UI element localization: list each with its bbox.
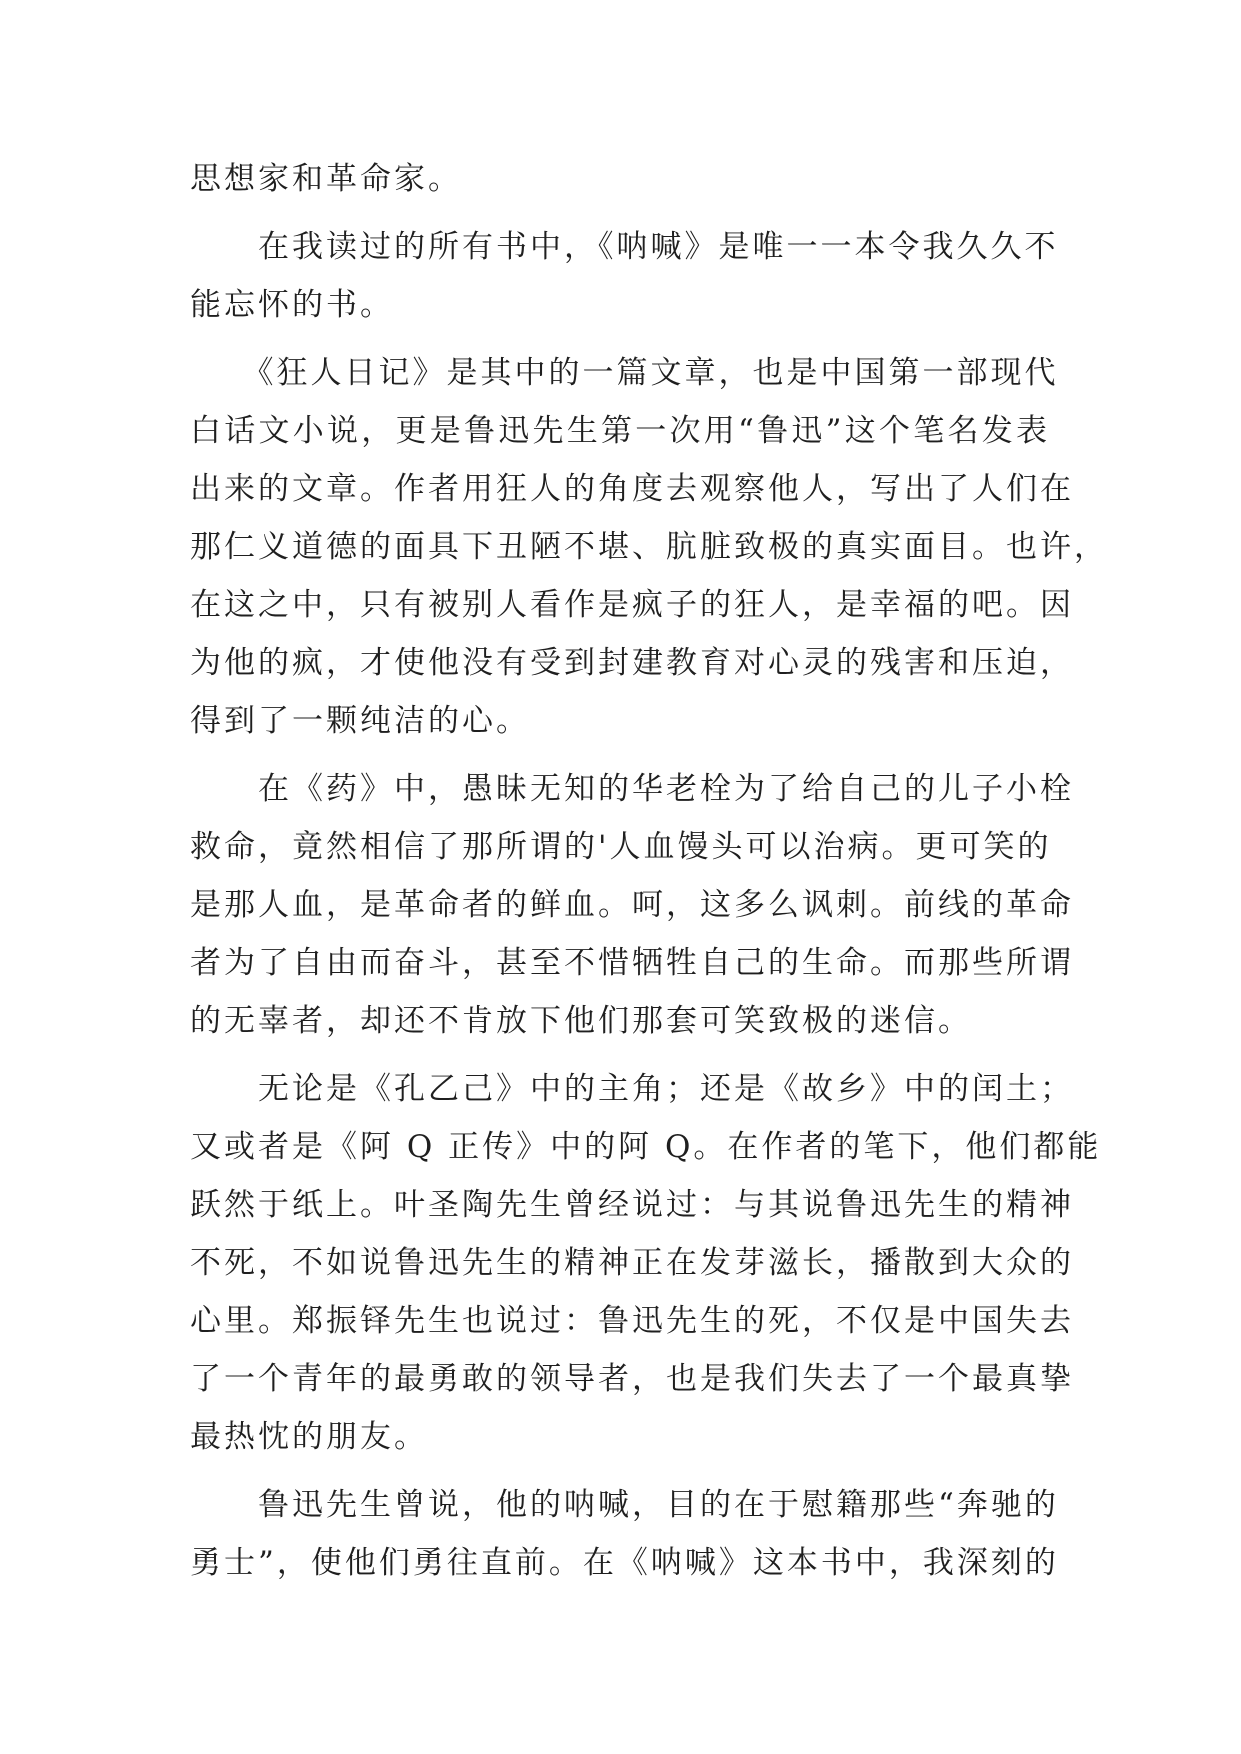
- text-line: 又或者是《阿 Q 正传》中的阿 Q。在作者的笔下，他们都能: [190, 1129, 1102, 1165]
- text-line: 的无辜者，却还不肯放下他们那套可笑致极的迷信。: [190, 1003, 972, 1039]
- text-line: 在我读过的所有书中，《呐喊》是唯一一本令我久久不: [190, 229, 1059, 265]
- paragraph-3: [190, 344, 1108, 750]
- document-body: [190, 150, 1108, 1592]
- paragraph-6: [190, 1476, 1059, 1592]
- text-line: 白话文小说，更是鲁迅先生第一次用“鲁迅”这个笔名发表: [190, 413, 1050, 449]
- text-line: 是那人血，是革命者的鲜血。呵，这多么讽刺。前线的革命: [190, 887, 1074, 923]
- text-line: 得到了一颗纯洁的心。: [190, 703, 530, 739]
- text-line: 在《药》中，愚昧无知的华老栓为了给自己的儿子小栓: [190, 771, 1074, 807]
- paragraph-gap: [190, 334, 1050, 344]
- text-line: 跃然于纸上。叶圣陶先生曾经说过：与其说鲁迅先生的精神: [190, 1187, 1074, 1223]
- paragraph-gap: [190, 208, 1050, 218]
- text-line: 心里。郑振铎先生也说过：鲁迅先生的死，不仅是中国失去: [190, 1303, 1074, 1339]
- text-line: 者为了自由而奋斗，甚至不惜牺牲自己的生命。而那些所谓: [190, 945, 1074, 981]
- text-line: 出来的文章。作者用狂人的角度去观察他人，写出了人们在: [190, 471, 1074, 507]
- paragraph-4: [190, 760, 1074, 1050]
- text-line: 无论是《孔乙己》中的主角；还是《故乡》中的闰土；: [190, 1071, 1074, 1107]
- text-line: 不死，不如说鲁迅先生的精神正在发芽滋长，播散到大众的: [190, 1245, 1074, 1281]
- text-line: 为他的疯，才使他没有受到封建教育对心灵的残害和压迫，: [190, 645, 1074, 681]
- text-line: 勇士”，使他们勇往直前。在《呐喊》这本书中，我深刻的: [190, 1545, 1059, 1581]
- text-line: 能忘怀的书。: [190, 287, 394, 323]
- text-line: 鲁迅先生曾说，他的呐喊，目的在于慰籍那些“奔驰的: [190, 1487, 1059, 1523]
- paragraph-1: [190, 150, 1050, 208]
- text-line: 《狂人日记》是其中的一篇文章，也是中国第一部现代: [190, 355, 1059, 391]
- text-line: 最热忱的朋友。: [190, 1419, 428, 1455]
- text-line: 在这之中，只有被别人看作是疯子的狂人，是幸福的吧。因: [190, 587, 1074, 623]
- text-line: 了一个青年的最勇敢的领导者，也是我们失去了一个最真挚: [190, 1361, 1074, 1397]
- paragraph-2: [190, 218, 1059, 334]
- text-line: 救命，竟然相信了那所谓的'人血馒头可以治病。更可笑的: [190, 829, 1052, 865]
- paragraph-gap: [190, 1050, 1050, 1060]
- text-line: 思想家和革命家。: [190, 161, 462, 197]
- paragraph-gap: [190, 750, 1050, 760]
- paragraph-gap: [190, 1466, 1050, 1476]
- text-line: 那仁义道德的面具下丑陋不堪、肮脏致极的真实面目。也许，: [190, 529, 1108, 565]
- paragraph-5: [190, 1060, 1102, 1466]
